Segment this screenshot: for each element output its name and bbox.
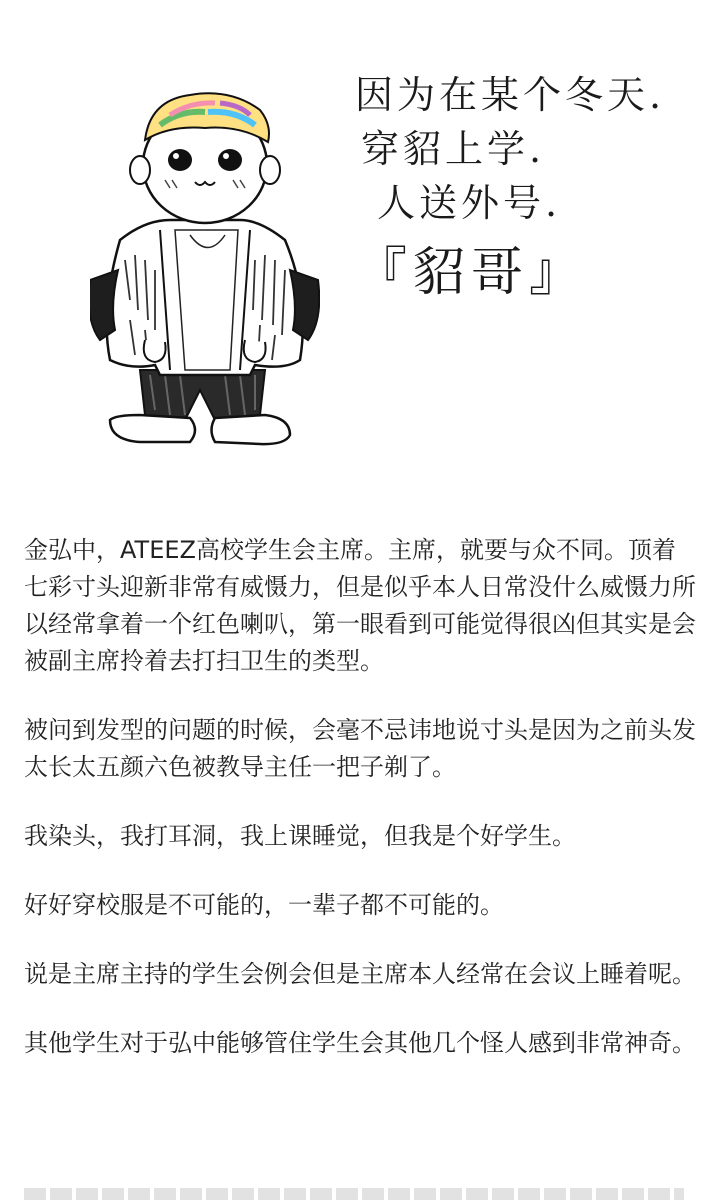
- paragraph-hairstyle: 被问到发型的问题的时候，会毫不忌讳地说寸头是因为之前头发太长太五颜六色被教导主任一把子剃了。: [24, 716, 696, 781]
- cartoon-character-illustration: [90, 70, 320, 470]
- pants: [140, 370, 265, 420]
- fur-coat: [90, 220, 319, 375]
- character-head: [130, 93, 280, 223]
- caption-line-1: 因为在某个冬天.: [355, 73, 666, 117]
- caption-nickname: 『貂哥』: [355, 243, 588, 303]
- paragraph-good-student: 我染头，我打耳洞，我上课睡觉，但我是个好学生。: [24, 822, 576, 850]
- handwritten-caption: [355, 68, 675, 308]
- caption-line-2: 穿貂上学.: [361, 127, 546, 171]
- paragraph-intro: 金弘中，ATEEZ高校学生会主席。主席，就要与众不同。顶着七彩寸头迎新非常有威慑力，但是似乎本人日常没什么威慑力所以经常拿着一个红色喇叭，第一眼看到可能觉得很凶但其实是会被副主席拎着去打扫卫生的类型。: [24, 536, 696, 675]
- caption-line-3: 人送外号.: [377, 181, 562, 225]
- shoes: [110, 415, 290, 444]
- paragraph-uniform: 好好穿校服是不可能的，一辈子都不可能的。: [24, 891, 504, 919]
- cut-off-text-line: [24, 1188, 684, 1200]
- article-body: [24, 532, 696, 1094]
- paragraph-other-students: 其他学生对于弘中能够管住学生会其他几个怪人感到非常神奇。: [24, 1029, 696, 1057]
- paragraph-meeting: 说是主席主持的学生会例会但是主席本人经常在会议上睡着呢。: [24, 960, 696, 988]
